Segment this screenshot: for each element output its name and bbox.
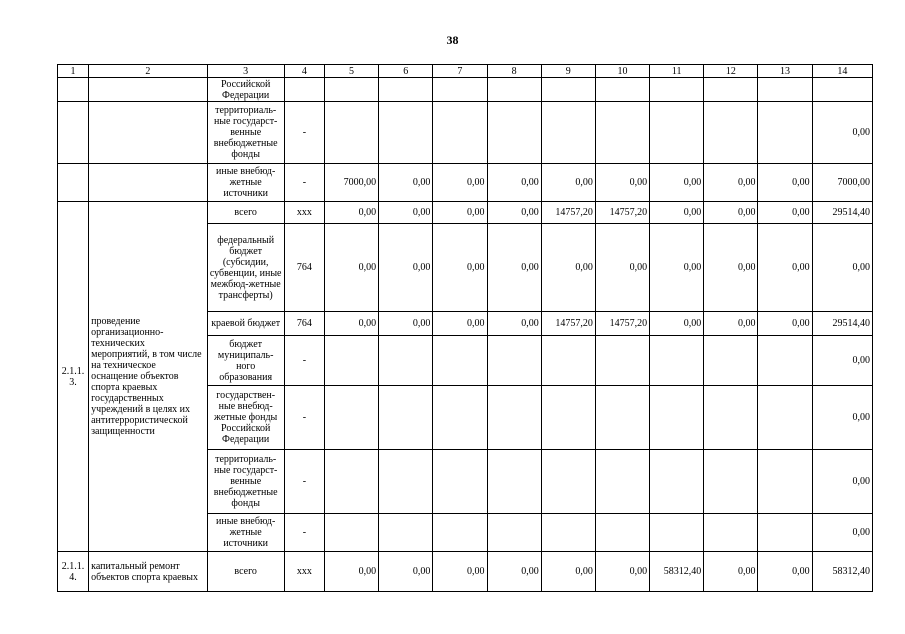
value-cell bbox=[324, 336, 378, 386]
value-cell: 0,00 bbox=[758, 164, 812, 202]
value-cell: 29514,40 bbox=[812, 202, 872, 224]
value-cell bbox=[487, 336, 541, 386]
column-number-9: 9 bbox=[541, 65, 595, 78]
funding-source: территориаль-ные государст-венные внебюджетные фонды bbox=[207, 450, 284, 514]
value-cell bbox=[650, 102, 704, 164]
value-cell bbox=[541, 78, 595, 102]
value-cell bbox=[324, 102, 378, 164]
value-cell: 0,00 bbox=[812, 450, 872, 514]
value-cell: 0,00 bbox=[433, 224, 487, 312]
value-cell bbox=[595, 336, 649, 386]
value-cell: 0,00 bbox=[324, 312, 378, 336]
value-cell bbox=[487, 386, 541, 450]
value-cell: 0,00 bbox=[650, 202, 704, 224]
column-number-row bbox=[58, 65, 873, 78]
funding-source: иные внебюд-жетные источники bbox=[207, 164, 284, 202]
budget-code: ххх bbox=[284, 202, 324, 224]
value-cell bbox=[758, 102, 812, 164]
value-cell bbox=[379, 450, 433, 514]
item-index bbox=[58, 164, 89, 202]
value-cell bbox=[650, 514, 704, 552]
value-cell: 0,00 bbox=[758, 552, 812, 592]
value-cell bbox=[487, 102, 541, 164]
value-cell bbox=[812, 78, 872, 102]
value-cell: 0,00 bbox=[541, 552, 595, 592]
value-cell: 0,00 bbox=[650, 312, 704, 336]
column-number-11: 11 bbox=[650, 65, 704, 78]
value-cell: 0,00 bbox=[433, 312, 487, 336]
budget-code: 764 bbox=[284, 224, 324, 312]
value-cell bbox=[324, 450, 378, 514]
table-row bbox=[58, 78, 873, 102]
value-cell bbox=[433, 336, 487, 386]
budget-code: 764 bbox=[284, 312, 324, 336]
value-cell bbox=[650, 78, 704, 102]
value-cell bbox=[650, 336, 704, 386]
budget-code: - bbox=[284, 336, 324, 386]
value-cell: 0,00 bbox=[487, 552, 541, 592]
value-cell bbox=[541, 514, 595, 552]
column-number-7: 7 bbox=[433, 65, 487, 78]
value-cell: 14757,20 bbox=[595, 312, 649, 336]
value-cell: 0,00 bbox=[595, 164, 649, 202]
value-cell: 0,00 bbox=[487, 312, 541, 336]
page-number: 38 bbox=[446, 33, 459, 47]
value-cell: 0,00 bbox=[379, 164, 433, 202]
table-row bbox=[58, 552, 873, 592]
value-cell: 14757,20 bbox=[541, 202, 595, 224]
value-cell bbox=[595, 78, 649, 102]
value-cell: 0,00 bbox=[433, 202, 487, 224]
budget-code: - bbox=[284, 164, 324, 202]
column-number-10: 10 bbox=[595, 65, 649, 78]
value-cell: 0,00 bbox=[379, 552, 433, 592]
value-cell: 0,00 bbox=[812, 336, 872, 386]
value-cell: 0,00 bbox=[704, 552, 758, 592]
value-cell: 0,00 bbox=[812, 386, 872, 450]
value-cell: 0,00 bbox=[379, 312, 433, 336]
value-cell: 0,00 bbox=[433, 552, 487, 592]
item-index: 2.1.1. 4. bbox=[58, 552, 89, 592]
budget-code: - bbox=[284, 102, 324, 164]
value-cell: 0,00 bbox=[595, 552, 649, 592]
value-cell: 0,00 bbox=[324, 552, 378, 592]
column-number-6: 6 bbox=[379, 65, 433, 78]
value-cell: 0,00 bbox=[704, 164, 758, 202]
value-cell bbox=[704, 386, 758, 450]
value-cell: 0,00 bbox=[812, 514, 872, 552]
value-cell: 0,00 bbox=[487, 164, 541, 202]
column-number-3: 3 bbox=[207, 65, 284, 78]
value-cell: 58312,40 bbox=[650, 552, 704, 592]
funding-source: федеральный бюджет (субсидии, субвенции, иные межбюд-жетные трансферты) bbox=[207, 224, 284, 312]
value-cell bbox=[758, 514, 812, 552]
value-cell: 0,00 bbox=[595, 224, 649, 312]
value-cell bbox=[324, 514, 378, 552]
value-cell bbox=[758, 450, 812, 514]
value-cell bbox=[595, 386, 649, 450]
funding-source: всего bbox=[207, 202, 284, 224]
item-name: проведение организационно-технических мероприятий, в том числе на техническое оснащение объектов спорта краевых государственных учреждений в целях их антитеррористической защищенности bbox=[89, 202, 207, 552]
value-cell: 0,00 bbox=[704, 202, 758, 224]
budget-code bbox=[284, 78, 324, 102]
value-cell bbox=[541, 102, 595, 164]
value-cell bbox=[379, 336, 433, 386]
column-number-13: 13 bbox=[758, 65, 812, 78]
value-cell bbox=[650, 386, 704, 450]
value-cell: 14757,20 bbox=[595, 202, 649, 224]
value-cell: 0,00 bbox=[758, 224, 812, 312]
budget-code: ххх bbox=[284, 552, 324, 592]
value-cell: 0,00 bbox=[704, 312, 758, 336]
value-cell: 58312,40 bbox=[812, 552, 872, 592]
item-name bbox=[89, 78, 207, 102]
value-cell bbox=[704, 78, 758, 102]
value-cell: 0,00 bbox=[704, 224, 758, 312]
value-cell bbox=[704, 514, 758, 552]
value-cell bbox=[433, 102, 487, 164]
value-cell bbox=[487, 514, 541, 552]
funding-source: бюджет муниципаль-ного образования bbox=[207, 336, 284, 386]
funding-source: краевой бюджет bbox=[207, 312, 284, 336]
value-cell bbox=[704, 450, 758, 514]
value-cell: 0,00 bbox=[812, 102, 872, 164]
value-cell bbox=[758, 78, 812, 102]
value-cell: 0,00 bbox=[487, 224, 541, 312]
value-cell bbox=[487, 450, 541, 514]
item-index bbox=[58, 78, 89, 102]
column-number-14: 14 bbox=[812, 65, 872, 78]
value-cell bbox=[379, 78, 433, 102]
value-cell: 7000,00 bbox=[812, 164, 872, 202]
value-cell bbox=[433, 78, 487, 102]
table-row bbox=[58, 164, 873, 202]
value-cell bbox=[324, 386, 378, 450]
funding-source: государствен-ные внебюд-жетные фонды Российской Федерации bbox=[207, 386, 284, 450]
column-number-5: 5 bbox=[324, 65, 378, 78]
funding-source: иные внебюд-жетные источники bbox=[207, 514, 284, 552]
value-cell: 0,00 bbox=[379, 224, 433, 312]
value-cell bbox=[595, 450, 649, 514]
value-cell bbox=[487, 78, 541, 102]
value-cell bbox=[595, 102, 649, 164]
funding-source: Российской Федерации bbox=[207, 78, 284, 102]
budget-code: - bbox=[284, 514, 324, 552]
value-cell bbox=[379, 102, 433, 164]
value-cell bbox=[704, 102, 758, 164]
value-cell: 0,00 bbox=[433, 164, 487, 202]
value-cell: 0,00 bbox=[650, 224, 704, 312]
funding-source: территориаль-ные государст-венные внебюджетные фонды bbox=[207, 102, 284, 164]
value-cell bbox=[433, 386, 487, 450]
value-cell: 14757,20 bbox=[541, 312, 595, 336]
value-cell bbox=[379, 386, 433, 450]
value-cell bbox=[541, 336, 595, 386]
value-cell: 0,00 bbox=[650, 164, 704, 202]
value-cell: 7000,00 bbox=[324, 164, 378, 202]
value-cell: 29514,40 bbox=[812, 312, 872, 336]
value-cell bbox=[433, 450, 487, 514]
item-index bbox=[58, 102, 89, 164]
value-cell bbox=[595, 514, 649, 552]
item-name bbox=[89, 164, 207, 202]
table-header bbox=[58, 65, 873, 78]
funding-source: всего bbox=[207, 552, 284, 592]
value-cell bbox=[758, 336, 812, 386]
value-cell bbox=[650, 450, 704, 514]
value-cell bbox=[379, 514, 433, 552]
value-cell: 0,00 bbox=[812, 224, 872, 312]
value-cell: 0,00 bbox=[379, 202, 433, 224]
item-name bbox=[89, 102, 207, 164]
column-number-8: 8 bbox=[487, 65, 541, 78]
value-cell bbox=[758, 386, 812, 450]
value-cell bbox=[541, 386, 595, 450]
value-cell bbox=[324, 78, 378, 102]
budget-table bbox=[57, 64, 873, 592]
value-cell bbox=[704, 336, 758, 386]
value-cell: 0,00 bbox=[324, 224, 378, 312]
item-index: 2.1.1. 3. bbox=[58, 202, 89, 552]
table-row bbox=[58, 102, 873, 164]
budget-code: - bbox=[284, 450, 324, 514]
value-cell: 0,00 bbox=[541, 224, 595, 312]
column-number-12: 12 bbox=[704, 65, 758, 78]
value-cell: 0,00 bbox=[758, 312, 812, 336]
value-cell: 0,00 bbox=[487, 202, 541, 224]
value-cell: 0,00 bbox=[758, 202, 812, 224]
table-row bbox=[58, 202, 873, 224]
value-cell: 0,00 bbox=[541, 164, 595, 202]
budget-code: - bbox=[284, 386, 324, 450]
column-number-2: 2 bbox=[89, 65, 207, 78]
value-cell bbox=[433, 514, 487, 552]
table-body bbox=[58, 78, 873, 592]
value-cell: 0,00 bbox=[324, 202, 378, 224]
value-cell bbox=[541, 450, 595, 514]
column-number-1: 1 bbox=[58, 65, 89, 78]
column-number-4: 4 bbox=[284, 65, 324, 78]
item-name: капитальный ремонт объектов спорта краевых bbox=[89, 552, 207, 592]
